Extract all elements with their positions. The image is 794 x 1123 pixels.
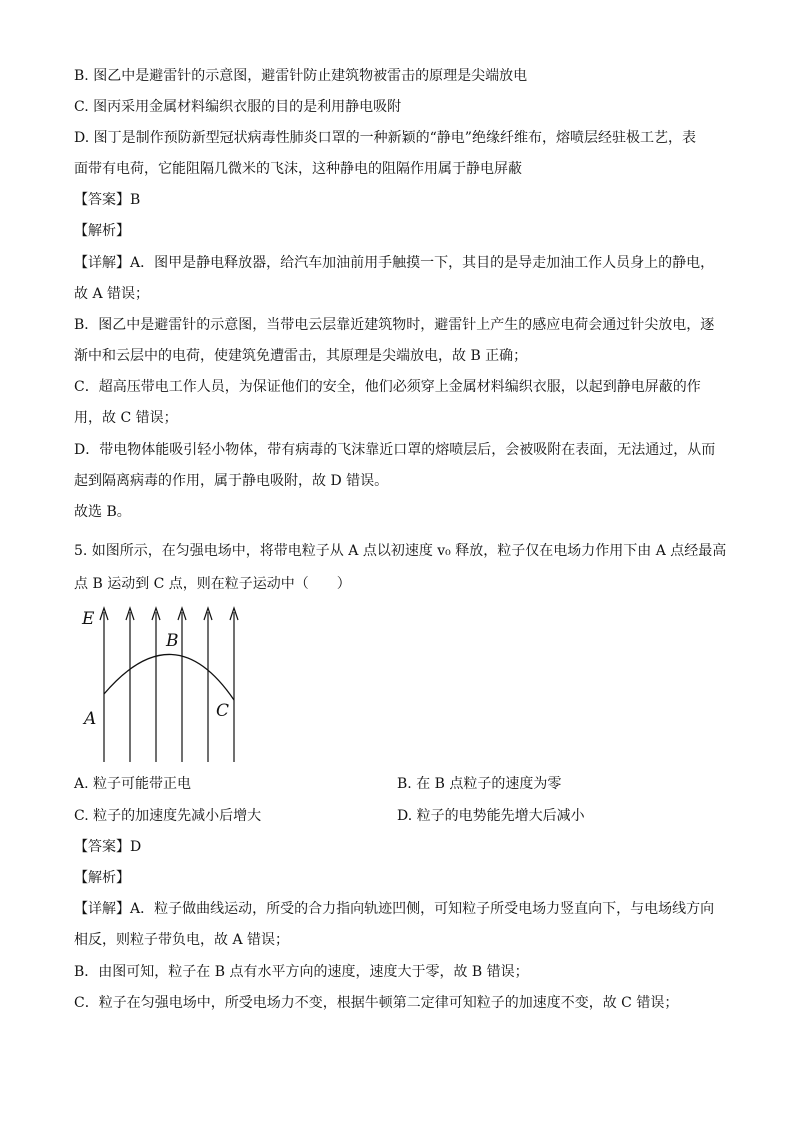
prev-option-d-line2: 面带有电荷，它能阻隔几微米的飞沫，这种静电的阻隔作用属于静电屏蔽 [74,161,522,177]
prev-detail-line1: 【详解】A．图甲是静电释放器，给汽车加油前用手触摸一下，其目的是导走加油工作人员身上的静电， [74,255,715,271]
prev-detail-line7: D．带电物体能吸引轻小物体，带有病毒的飞沫靠近口罩的熔喷层后，会被吸附在表面，无法通过，从而 [74,442,716,458]
label-c: C [216,701,230,721]
prev-detail-line2: 故 A 错误； [74,286,150,302]
q5-stem-line2: 点 B 运动到 C 点，则在粒子运动中（ ） [74,576,351,592]
q5-detail-line4: C．粒子在匀强电场中，所受电场力不变，根据牛顿第二定律可知粒子的加速度不变，故 C 错误； [74,995,679,1011]
q5-detail-line3: B．由图可知，粒子在 B 点有水平方向的速度，速度大于零，故 B 错误； [74,964,529,980]
q5-detail-line1: 【详解】A．粒子做曲线运动，所受的合力指向轨迹凹侧，可知粒子所受电场力竖直向下，与电场线方向 [74,901,715,917]
q5-option-b: B. 在 B 点粒子的速度为零 [397,776,562,792]
prev-detail-line4: 渐中和云层中的电荷，使建筑免遭雷击，其原理是尖端放电，故 B 正确； [74,348,528,364]
prev-detail-line6: 用，故 C 错误； [74,410,178,426]
q5-option-a: A. 粒子可能带正电 [74,776,192,792]
particle-trajectory [104,654,234,700]
label-e: E [82,609,95,629]
prev-answer: 【答案】B [74,192,141,208]
electric-field-diagram [78,604,248,764]
prev-option-b: B. 图乙中是避雷针的示意图，避雷针防止建筑物被雷击的原理是尖端放电 [74,68,528,84]
q5-option-c: C. 粒子的加速度先减小后增大 [74,808,262,824]
label-b: B [166,631,179,651]
q5-answer: 【答案】D [74,839,142,855]
prev-option-c: C. 图丙采用金属材料编织衣服的目的是利用静电吸附 [74,99,402,115]
q5-analysis-title: 【解析】 [74,870,130,886]
prev-conclusion: 故选 B。 [74,504,131,520]
q5-detail-line2: 相反，则粒子带负电，故 A 错误； [74,932,290,948]
q5-stem-line1: 5. 如图所示，在匀强电场中，将带电粒子从 A 点以初速度 v₀ 释放，粒子仅在电场力作用下由 A 点经最高 [74,543,727,559]
prev-detail-line5: C．超高压带电工作人员，为保证他们的安全，他们必须穿上金属材料编织衣服，以起到静电屏蔽的作 [74,379,701,395]
prev-option-d-line1: D. 图丁是制作预防新型冠状病毒性肺炎口罩的一种新颖的“静电”绝缘纤维布，熔喷层经驻极工艺，表 [74,130,696,146]
prev-analysis-title: 【解析】 [74,223,130,239]
q5-option-d: D. 粒子的电势能先增大后减小 [397,808,585,824]
label-a: A [84,709,97,729]
prev-detail-line3: B．图乙中是避雷针的示意图，当带电云层靠近建筑物时，避雷针上产生的感应电荷会通过针尖放电，逐 [74,317,715,333]
prev-detail-line8: 起到隔离病毒的作用，属于静电吸附，故 D 错误。 [74,473,389,489]
